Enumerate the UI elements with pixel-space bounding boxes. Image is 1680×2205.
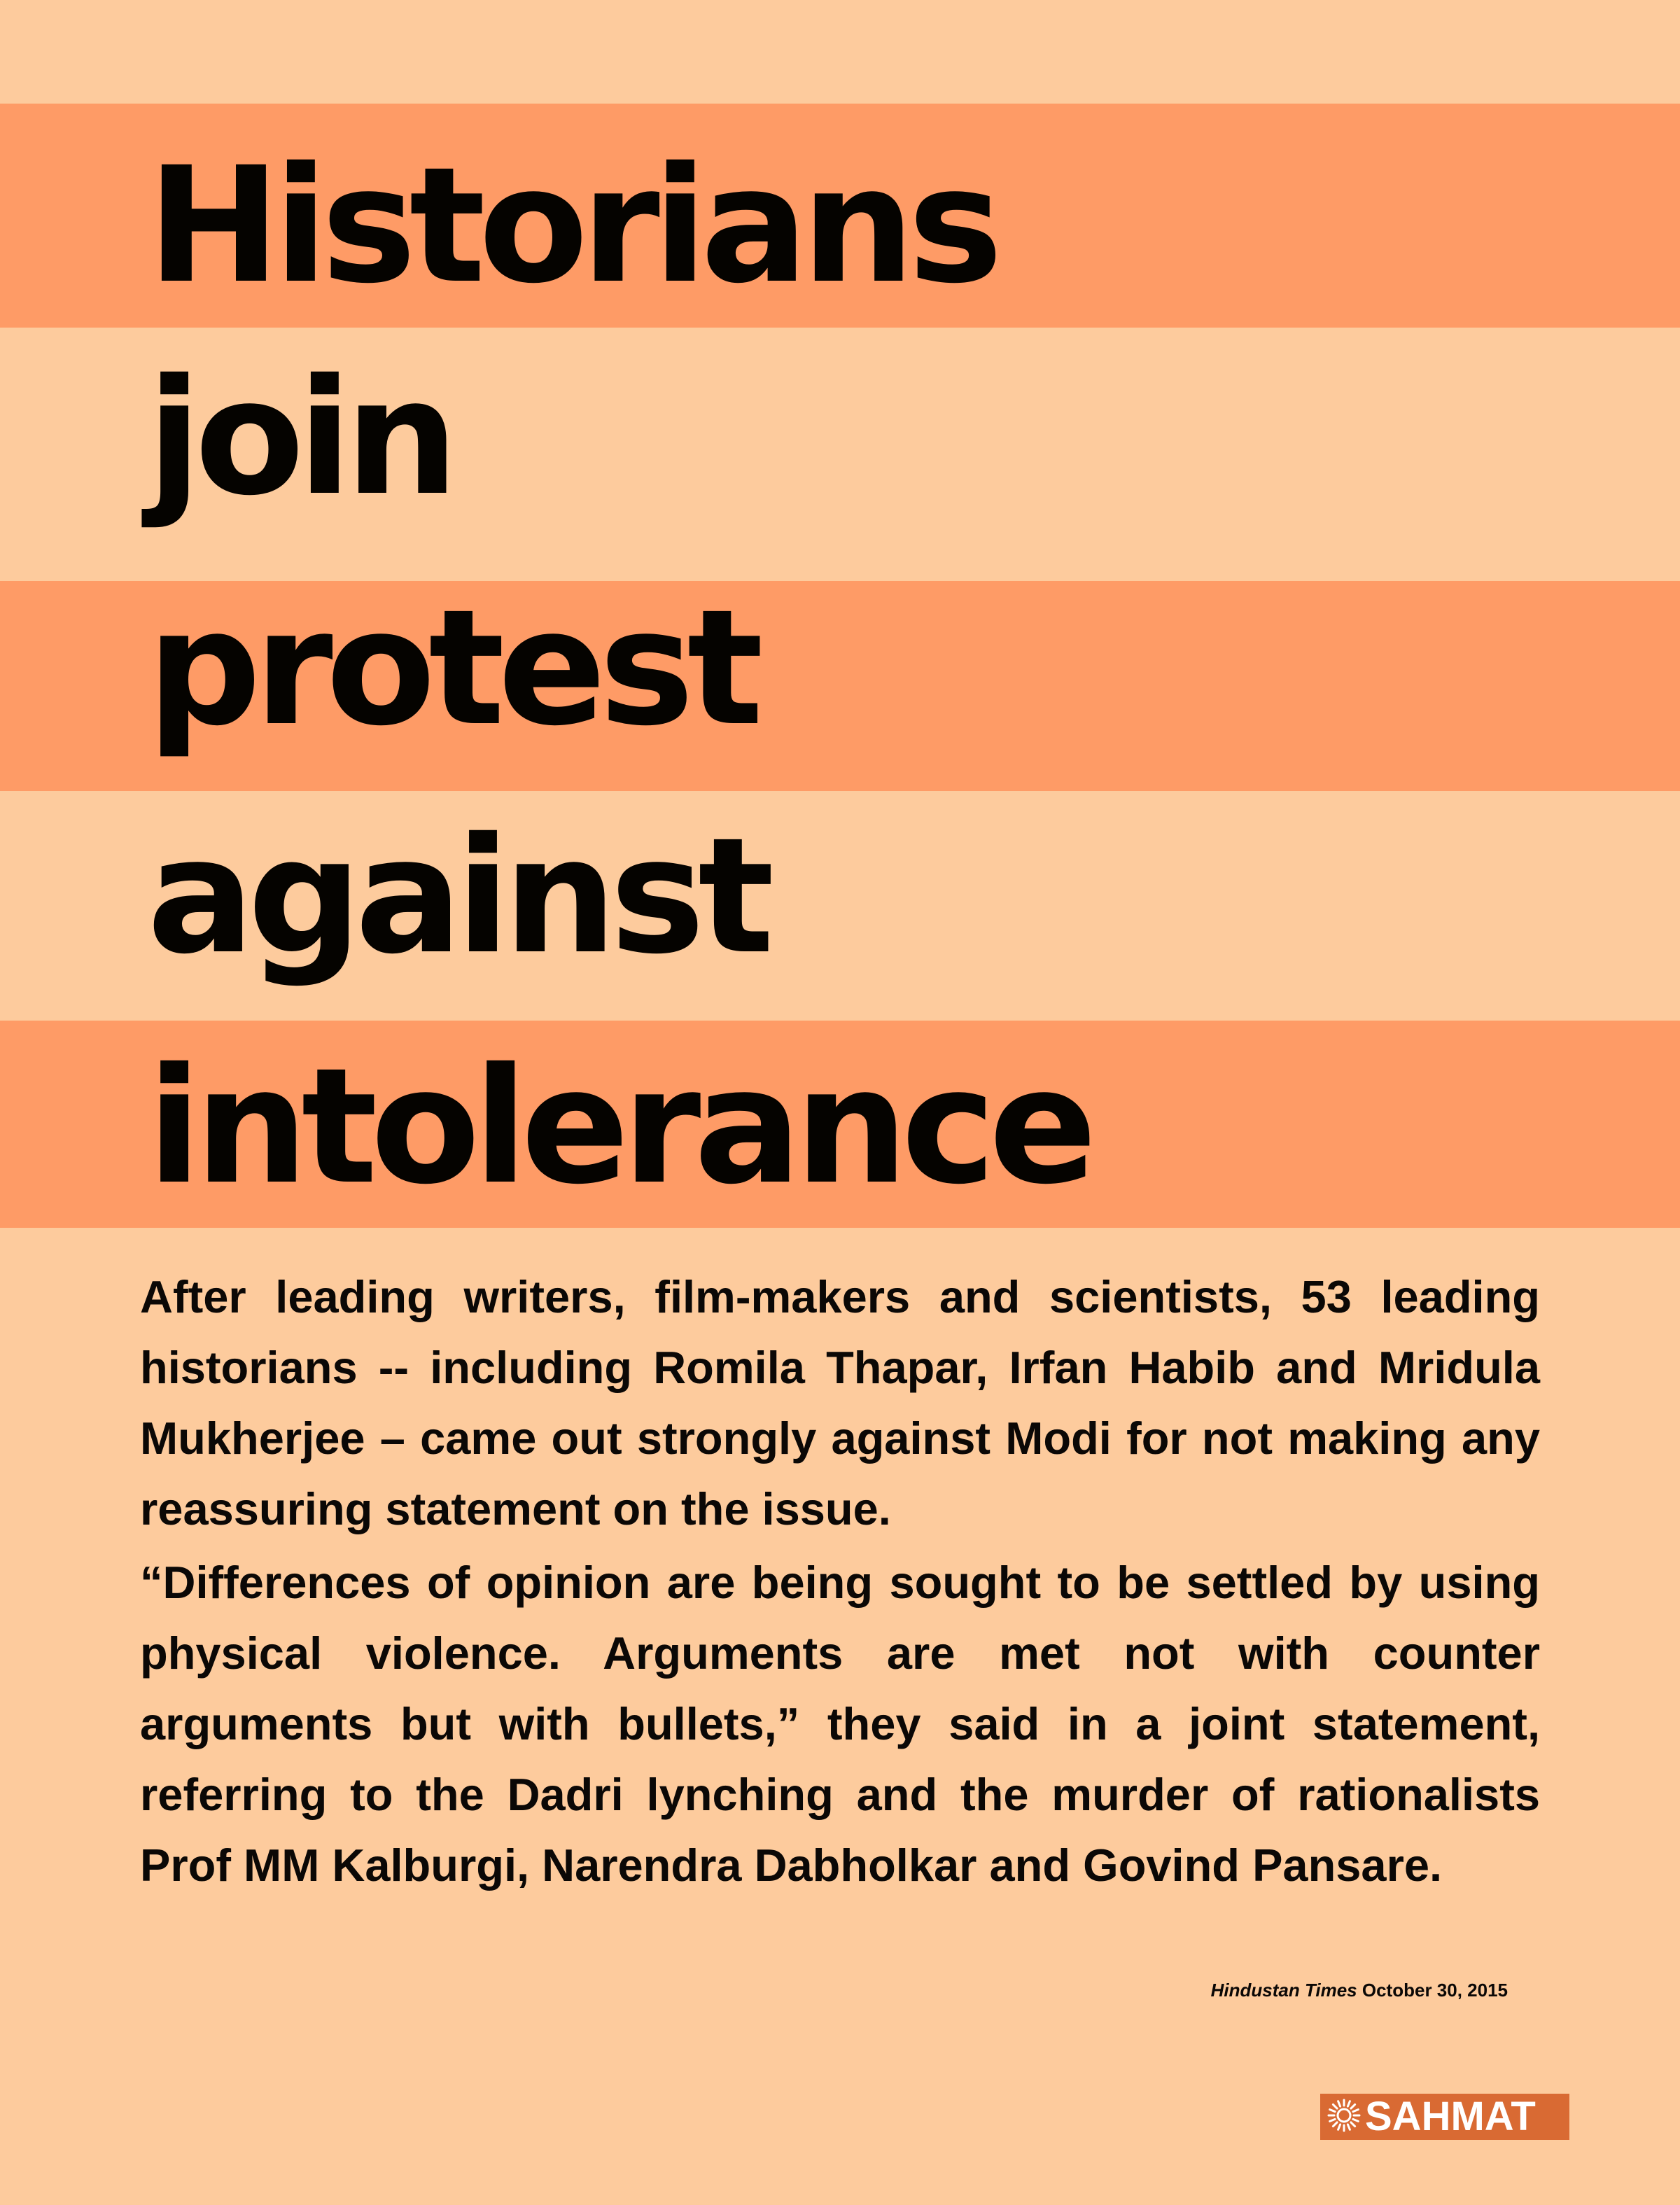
logo-text: SAHMAT [1365, 2094, 1536, 2139]
headline-word-intolerance: intolerance [147, 1033, 1091, 1219]
source-citation [1211, 1980, 1508, 2001]
body-paragraph-2: “Differences of opinion are being sought to be settled by using physical violence. Arguments are met not with counter arguments but with bullets,” they said in a joint statement, referring to the Dadri lynching and the murder of rationalists Prof MM Kalburgi, Narendra Dabholkar and Govind Pansare. [140, 1557, 1540, 1891]
headline-word-historians: Historians [147, 132, 996, 318]
headline-word-against: against [147, 803, 768, 989]
headline-word-join: join [147, 344, 452, 531]
source-date: October 30, 2015 [1362, 1980, 1508, 2001]
source-publication: Hindustan Times [1210, 1980, 1357, 2001]
sun-emblem-icon [1326, 2097, 1362, 2137]
headline-word-protest: protest [147, 575, 757, 761]
sahmat-logo [1320, 2094, 1569, 2140]
body-paragraph-1: After leading writers, film-makers and scientists, 53 leading historians -- including Romila Thapar, Irfan Habib and Mridula Mukherjee – came out strongly against Modi for not making any reassuring statement on the issue. [140, 1271, 1540, 1534]
